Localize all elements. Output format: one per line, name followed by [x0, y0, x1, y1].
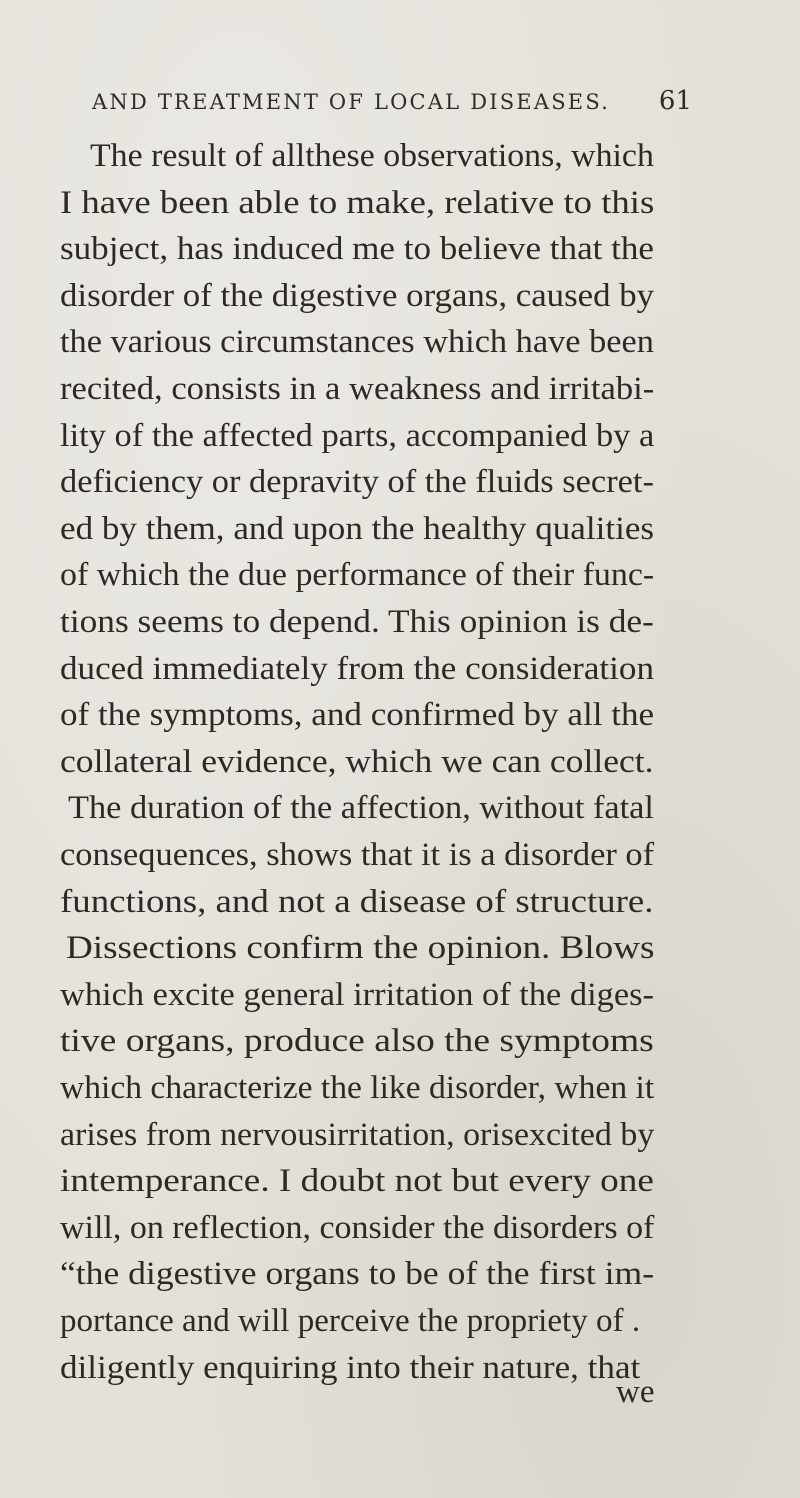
- text-line: recited, consists in a weakness and irritabi-: [60, 371, 655, 407]
- text-line: tive organs, produce also the symptoms: [60, 1023, 654, 1060]
- catchword: we: [616, 1374, 655, 1410]
- text-line: “the digestive organs to be of the first im-: [60, 1256, 655, 1293]
- text-line: lity of the affected parts, accompanied by a: [60, 417, 655, 454]
- text-line: portance and will perceive the propriety of .: [60, 1303, 641, 1339]
- text-line: ed by them, and upon the healthy qualities: [60, 510, 655, 547]
- text-line: The result of allthese observations, which: [90, 138, 654, 174]
- text-line: which excite general irritation of the diges-: [60, 976, 654, 1013]
- text-line: tions seems to depend. This opinion is de-: [60, 604, 654, 640]
- page-number: 61: [658, 86, 692, 116]
- text-line: of which the due performance of their func-: [60, 557, 655, 594]
- text-line: deficiency or depravity of the fluids secret-: [60, 464, 654, 501]
- text-line: arises from nervousirritation, orisexcited by: [60, 1116, 655, 1153]
- text-line: intemperance. I doubt not but every one: [60, 1163, 654, 1200]
- running-title: AND TREATMENT OF LOCAL DISEASES.: [92, 90, 611, 114]
- text-line: collateral evidence, which we can collect.: [60, 743, 654, 780]
- text-line: the various circumstances which have been: [60, 324, 654, 361]
- text-line: will, on reflection, consider the disorders of: [60, 1209, 655, 1246]
- text-line: subject, has induced me to believe that the: [60, 231, 654, 268]
- text-line: Dissections confirm the opinion. Blows: [66, 930, 655, 967]
- text-line: which characterize the like disorder, when it: [60, 1070, 655, 1106]
- running-head: [92, 86, 692, 116]
- text-line: functions, and not a disease of structure.: [60, 883, 654, 920]
- text-line: of the symptoms, and confirmed by all the: [60, 697, 655, 734]
- text-line: I have been able to make, relative to this: [60, 184, 655, 221]
- text-line: The duration of the affection, without fatal: [68, 790, 654, 827]
- text-line: duced immediately from the consideration: [60, 650, 654, 687]
- text-line: disorder of the digestive organs, caused by: [60, 277, 655, 314]
- text-line: diligently enquiring into their nature, that: [60, 1349, 641, 1386]
- text-line: consequences, shows that it is a disorder of: [60, 837, 655, 873]
